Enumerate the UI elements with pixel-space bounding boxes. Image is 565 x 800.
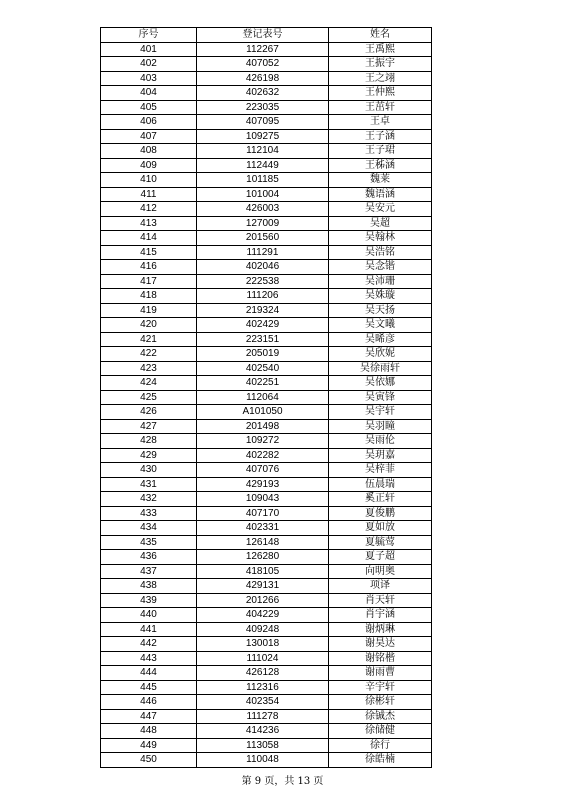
cell-name: 吴念锴	[329, 260, 432, 275]
cell-name: 肖天轩	[329, 593, 432, 608]
table-row	[101, 419, 432, 434]
cell-seq: 433	[101, 506, 197, 521]
table-row	[101, 274, 432, 289]
cell-reg-no: 109275	[197, 129, 329, 144]
cell-seq: 438	[101, 579, 197, 594]
header-seq: 序号	[101, 28, 197, 43]
cell-seq: 415	[101, 245, 197, 260]
cell-reg-no: 407170	[197, 506, 329, 521]
table-row	[101, 202, 432, 217]
cell-reg-no: 201266	[197, 593, 329, 608]
cell-reg-no: 222538	[197, 274, 329, 289]
cell-name: 吴玥嘉	[329, 448, 432, 463]
table-row	[101, 608, 432, 623]
cell-reg-no: 109272	[197, 434, 329, 449]
table-row	[101, 405, 432, 420]
table-row	[101, 57, 432, 72]
cell-reg-no: 201560	[197, 231, 329, 246]
cell-seq: 408	[101, 144, 197, 159]
cell-reg-no: 402354	[197, 695, 329, 710]
cell-name: 伍晨瑞	[329, 477, 432, 492]
header-row	[101, 28, 432, 43]
cell-name: 吴宇轩	[329, 405, 432, 420]
cell-seq: 403	[101, 71, 197, 86]
table-row	[101, 492, 432, 507]
cell-name: 吴依娜	[329, 376, 432, 391]
cell-name: 吴超	[329, 216, 432, 231]
cell-name: 吴姝璇	[329, 289, 432, 304]
cell-seq: 445	[101, 680, 197, 695]
cell-seq: 410	[101, 173, 197, 188]
cell-reg-no: 402331	[197, 521, 329, 536]
cell-name: 谢炳琳	[329, 622, 432, 637]
cell-name: 夏子超	[329, 550, 432, 565]
cell-seq: 448	[101, 724, 197, 739]
cell-reg-no: 402429	[197, 318, 329, 333]
cell-seq: 440	[101, 608, 197, 623]
cell-name: 王秭涵	[329, 158, 432, 173]
cell-reg-no: 126148	[197, 535, 329, 550]
table-row	[101, 593, 432, 608]
table-row	[101, 187, 432, 202]
cell-name: 魏莱	[329, 173, 432, 188]
table-row	[101, 332, 432, 347]
cell-reg-no: A101050	[197, 405, 329, 420]
cell-reg-no: 112449	[197, 158, 329, 173]
cell-seq: 435	[101, 535, 197, 550]
table-row	[101, 318, 432, 333]
cell-name: 王卓	[329, 115, 432, 130]
cell-reg-no: 426128	[197, 666, 329, 681]
table-row	[101, 709, 432, 724]
cell-seq: 446	[101, 695, 197, 710]
table-row	[101, 564, 432, 579]
cell-seq: 431	[101, 477, 197, 492]
cell-seq: 425	[101, 390, 197, 405]
cell-reg-no: 418105	[197, 564, 329, 579]
table-row	[101, 361, 432, 376]
table-row	[101, 144, 432, 159]
cell-reg-no: 205019	[197, 347, 329, 362]
table-row	[101, 477, 432, 492]
table-row	[101, 448, 432, 463]
cell-reg-no: 109043	[197, 492, 329, 507]
cell-seq: 418	[101, 289, 197, 304]
cell-reg-no: 409248	[197, 622, 329, 637]
table-row	[101, 535, 432, 550]
cell-seq: 402	[101, 57, 197, 72]
cell-seq: 406	[101, 115, 197, 130]
cell-name: 夏俊鹏	[329, 506, 432, 521]
cell-name: 吴文曦	[329, 318, 432, 333]
table-row	[101, 216, 432, 231]
table-row	[101, 550, 432, 565]
cell-name: 吴安元	[329, 202, 432, 217]
table-row	[101, 173, 432, 188]
cell-seq: 412	[101, 202, 197, 217]
page-footer: 第 9 页，共 13 页	[241, 776, 324, 787]
table-row	[101, 622, 432, 637]
cell-name: 王子珺	[329, 144, 432, 159]
cell-name: 王之翊	[329, 71, 432, 86]
table-row	[101, 245, 432, 260]
cell-reg-no: 404229	[197, 608, 329, 623]
cell-seq: 430	[101, 463, 197, 478]
cell-name: 项译	[329, 579, 432, 594]
table-row	[101, 434, 432, 449]
cell-seq: 437	[101, 564, 197, 579]
cell-seq: 409	[101, 158, 197, 173]
table-row	[101, 390, 432, 405]
cell-reg-no: 414236	[197, 724, 329, 739]
cell-seq: 450	[101, 753, 197, 768]
table-row	[101, 637, 432, 652]
cell-name: 王子涵	[329, 129, 432, 144]
table-row	[101, 738, 432, 753]
table-row	[101, 260, 432, 275]
cell-reg-no: 113058	[197, 738, 329, 753]
cell-name: 吴欣妮	[329, 347, 432, 362]
table-row	[101, 376, 432, 391]
cell-reg-no: 101004	[197, 187, 329, 202]
cell-reg-no: 426198	[197, 71, 329, 86]
cell-reg-no: 402046	[197, 260, 329, 275]
table-body	[101, 42, 432, 767]
cell-name: 夏毓莺	[329, 535, 432, 550]
cell-name: 吴梓菲	[329, 463, 432, 478]
cell-name: 谢昊达	[329, 637, 432, 652]
cell-name: 奚正轩	[329, 492, 432, 507]
cell-seq: 441	[101, 622, 197, 637]
cell-seq: 423	[101, 361, 197, 376]
table-row	[101, 506, 432, 521]
cell-seq: 411	[101, 187, 197, 202]
cell-name: 王禹熙	[329, 42, 432, 57]
roster-table	[100, 27, 432, 768]
table-row	[101, 347, 432, 362]
cell-reg-no: 201498	[197, 419, 329, 434]
cell-name: 吴沛珊	[329, 274, 432, 289]
table-row	[101, 158, 432, 173]
cell-seq: 424	[101, 376, 197, 391]
cell-reg-no: 130018	[197, 637, 329, 652]
cell-reg-no: 402632	[197, 86, 329, 101]
table-row	[101, 129, 432, 144]
header-name: 姓名	[329, 28, 432, 43]
table-row	[101, 666, 432, 681]
cell-name: 吴翰林	[329, 231, 432, 246]
cell-seq: 439	[101, 593, 197, 608]
cell-reg-no: 110048	[197, 753, 329, 768]
cell-reg-no: 112316	[197, 680, 329, 695]
cell-reg-no: 112267	[197, 42, 329, 57]
cell-name: 吴晞彦	[329, 332, 432, 347]
cell-name: 吴徐雨轩	[329, 361, 432, 376]
table-row	[101, 86, 432, 101]
cell-reg-no: 111291	[197, 245, 329, 260]
cell-name: 辛宇轩	[329, 680, 432, 695]
cell-reg-no: 112104	[197, 144, 329, 159]
cell-reg-no: 402251	[197, 376, 329, 391]
table-row	[101, 42, 432, 57]
cell-reg-no: 426003	[197, 202, 329, 217]
cell-name: 王仲熙	[329, 86, 432, 101]
cell-seq: 404	[101, 86, 197, 101]
cell-seq: 420	[101, 318, 197, 333]
cell-reg-no: 219324	[197, 303, 329, 318]
cell-seq: 407	[101, 129, 197, 144]
cell-seq: 414	[101, 231, 197, 246]
table-row	[101, 463, 432, 478]
table-row	[101, 724, 432, 739]
cell-name: 谢雨曹	[329, 666, 432, 681]
table-row	[101, 651, 432, 666]
cell-reg-no: 111206	[197, 289, 329, 304]
cell-name: 魏语涵	[329, 187, 432, 202]
cell-name: 徐储健	[329, 724, 432, 739]
cell-seq: 442	[101, 637, 197, 652]
cell-seq: 413	[101, 216, 197, 231]
cell-seq: 443	[101, 651, 197, 666]
cell-name: 吴浩铭	[329, 245, 432, 260]
cell-name: 谢铭楷	[329, 651, 432, 666]
cell-seq: 444	[101, 666, 197, 681]
table-row	[101, 579, 432, 594]
cell-name: 肖宇涵	[329, 608, 432, 623]
cell-seq: 426	[101, 405, 197, 420]
cell-name: 吴寅锋	[329, 390, 432, 405]
table-row	[101, 303, 432, 318]
cell-reg-no: 112064	[197, 390, 329, 405]
cell-reg-no: 223151	[197, 332, 329, 347]
cell-name: 夏如放	[329, 521, 432, 536]
cell-name: 徐铖杰	[329, 709, 432, 724]
cell-reg-no: 127009	[197, 216, 329, 231]
table-row	[101, 100, 432, 115]
table-row	[101, 753, 432, 768]
cell-name: 徐行	[329, 738, 432, 753]
cell-seq: 421	[101, 332, 197, 347]
table-row	[101, 115, 432, 130]
cell-seq: 449	[101, 738, 197, 753]
cell-seq: 419	[101, 303, 197, 318]
cell-reg-no: 402282	[197, 448, 329, 463]
cell-reg-no: 407076	[197, 463, 329, 478]
cell-seq: 416	[101, 260, 197, 275]
table-row	[101, 695, 432, 710]
cell-reg-no: 111278	[197, 709, 329, 724]
cell-name: 吴羽瞳	[329, 419, 432, 434]
cell-seq: 436	[101, 550, 197, 565]
table-row	[101, 71, 432, 86]
cell-name: 王振宇	[329, 57, 432, 72]
cell-reg-no: 101185	[197, 173, 329, 188]
cell-seq: 405	[101, 100, 197, 115]
cell-reg-no: 429193	[197, 477, 329, 492]
cell-reg-no: 407095	[197, 115, 329, 130]
cell-name: 王茁轩	[329, 100, 432, 115]
cell-seq: 429	[101, 448, 197, 463]
cell-name: 向明奥	[329, 564, 432, 579]
cell-reg-no: 126280	[197, 550, 329, 565]
cell-seq: 428	[101, 434, 197, 449]
cell-seq: 417	[101, 274, 197, 289]
cell-name: 吴天扬	[329, 303, 432, 318]
table-row	[101, 680, 432, 695]
table-row	[101, 289, 432, 304]
table-row	[101, 521, 432, 536]
cell-name: 吴雨伦	[329, 434, 432, 449]
cell-seq: 432	[101, 492, 197, 507]
cell-reg-no: 223035	[197, 100, 329, 115]
cell-seq: 401	[101, 42, 197, 57]
header-reg-no: 登记表号	[197, 28, 329, 43]
cell-name: 徐皓楠	[329, 753, 432, 768]
cell-reg-no: 111024	[197, 651, 329, 666]
cell-seq: 427	[101, 419, 197, 434]
cell-seq: 434	[101, 521, 197, 536]
table-row	[101, 231, 432, 246]
cell-reg-no: 407052	[197, 57, 329, 72]
cell-reg-no: 402540	[197, 361, 329, 376]
cell-name: 徐彬轩	[329, 695, 432, 710]
cell-reg-no: 429131	[197, 579, 329, 594]
cell-seq: 447	[101, 709, 197, 724]
cell-seq: 422	[101, 347, 197, 362]
